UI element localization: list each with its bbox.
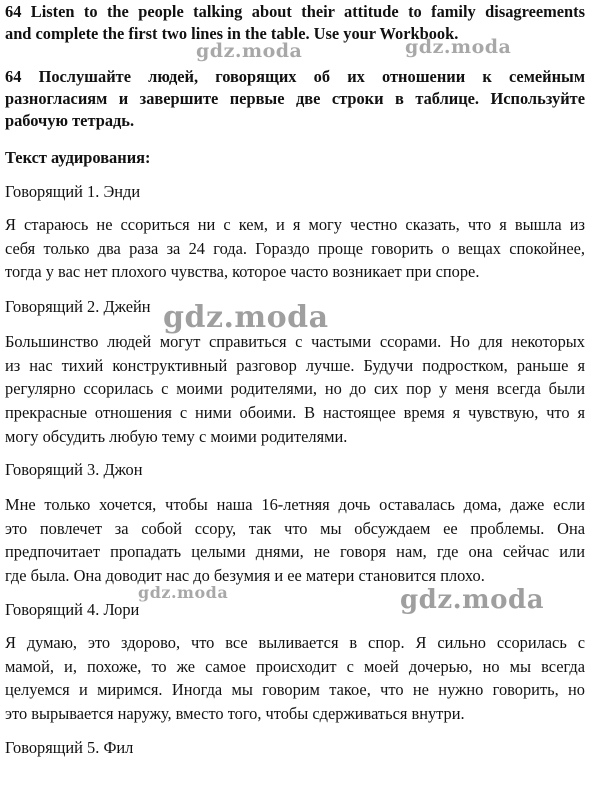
speaker-5-label: Говорящий 5. Фил — [5, 738, 134, 757]
speaker-4-label: Говорящий 4. Лори — [5, 600, 140, 619]
header-ru-line-3: рабочую тетрадь. — [5, 111, 135, 130]
speaker-3-line-3: предпочитает пропадать целыми днями, не говоря нам, где она сейчас или — [5, 542, 585, 562]
speaker-4-line-1: Я думаю, это здорово, что все выливается в спор. Я сильно ссорилась с — [5, 633, 585, 652]
speaker-3-line-1: Мне только хочется, чтобы наша 16-летняя дочь оставалась дома, даже если — [5, 495, 585, 514]
speaker-4-line-4: это вырывается наружу, вместо того, чтобы сдерживаться внутри. — [5, 704, 465, 724]
speaker-3-line-2: это повлечет за собой ссору, так что мы обсуждаем ее проблемы. Она — [5, 518, 585, 538]
speaker-3-label: Говорящий 3. Джон — [5, 460, 143, 479]
speaker-1-text — [5, 213, 585, 284]
header-ru-line-1: 64 Послушайте людей, говорящих об их отношении к семейным — [5, 67, 585, 86]
task-header-ru — [5, 66, 585, 132]
speaker-1-line-3: тогда у вас нет плохого чувства, которое часто возникает при споре. — [5, 262, 480, 282]
speaker-2-line-5: могу обсудить любую тему с моими родителями. — [5, 426, 348, 446]
watermark-4: gdz.moda — [138, 583, 229, 602]
speaker-2-line-3: регулярно ссорилась с моими родителями, но до сих пор у меня всегда были — [5, 379, 585, 399]
speaker-2-line-4: прекрасные отношения с ними обоими. В настоящее время я чувствую, что я — [5, 403, 585, 423]
speaker-1-line-1: Я стараюсь не ссориться ни с кем, и я могу честно сказать, что я вышла из — [5, 215, 585, 234]
speaker-2-line-2: из нас тихий конструктивный разговор лучше. Будучи подростком, раньше я — [5, 355, 585, 375]
transcript-heading: Текст аудирования: — [5, 148, 151, 167]
speaker-1-line-2: себя только два раза за 24 года. Гораздо проще говорить о вещах спокойнее, — [5, 238, 585, 258]
speaker-4-line-3: целуемся и миримся. Иногда мы говорим такое, что не нужно говорить, но — [5, 680, 585, 700]
speaker-2-label: Говорящий 2. Джейн — [5, 297, 151, 316]
speaker-4-line-2: мамой, и, похоже, то же самое происходит с моей дочерью, но мы всегда — [5, 656, 585, 676]
speaker-1-label: Говорящий 1. Энди — [5, 182, 141, 201]
header-ru-line-2: разногласиям и завершите первые две строки в таблице. Используйте — [5, 89, 585, 108]
speaker-4-text — [5, 631, 585, 726]
speaker-2-line-1: Большинство людей могут справиться с частыми ссорами. Но для некоторых — [5, 332, 585, 351]
header-en-line-2: and complete the first two lines in the table. Use your Workbook. — [5, 24, 459, 43]
watermark-3: gdz.moda — [163, 300, 329, 335]
speaker-3-line-4: где была. Она доводит нас до безумия и ее матери становится плохо. — [5, 566, 485, 586]
watermark-5: gdz.moda — [400, 585, 545, 615]
speaker-3-text — [5, 493, 585, 588]
watermark-2: gdz.moda — [405, 36, 512, 58]
speaker-2-text — [5, 330, 585, 449]
header-en-line-1: 64 Listen to the people talking about their attitude to family disagreements — [5, 2, 585, 21]
watermark-1: gdz.moda — [196, 40, 303, 62]
